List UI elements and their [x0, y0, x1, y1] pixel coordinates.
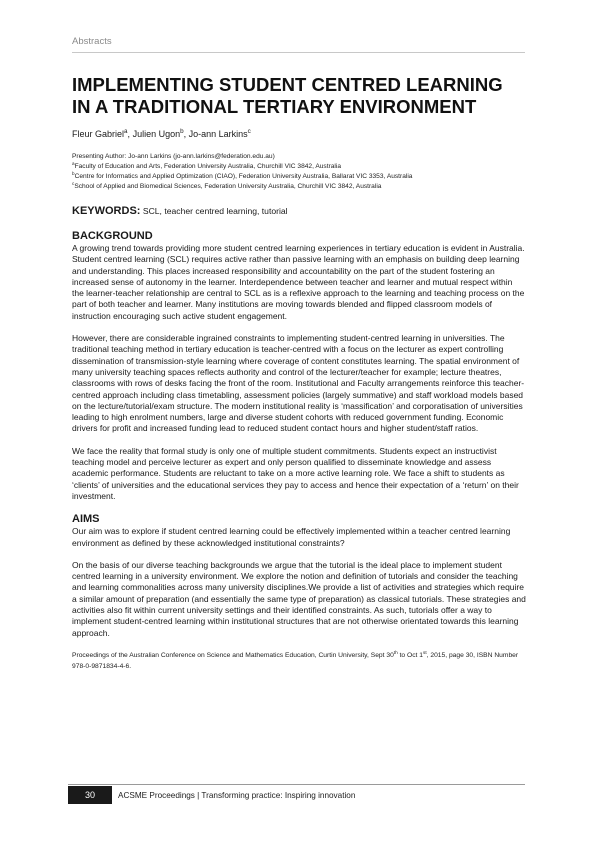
author-name: Jo-ann Larkins: [188, 129, 248, 139]
ordinal-suffix: th: [393, 649, 398, 655]
author-name: Julien Ugon: [132, 129, 181, 139]
affiliation-mark: a: [124, 128, 128, 135]
abstract-body: [72, 74, 526, 672]
proceedings-note: [72, 650, 526, 672]
ordinal-suffix: st: [423, 649, 427, 655]
keywords-label: KEYWORDS:: [72, 205, 141, 217]
page-number: 30: [68, 786, 112, 804]
affiliation-mark: c: [247, 128, 251, 135]
aims-paragraph-1: Our aim was to explore if student centred learning could be effectively implemented within a teacher centred learning environment as defined by these acknowledged institutional constraints?: [72, 526, 511, 548]
background-paragraph-1: A growing trend towards providing more student centred learning experiences in tertiary education is evident in Australia. Student centred learning (SCL) requires active rather than passive learning with an emphasis on building deep learning and understanding. This places increased responsibility and accountability on the part of the student fostering an increased sense of autonomy in the learner. Interdependence between teacher and learner and mutual respect within the learner-teacher relationship are central to SCL as is a reflexive approach to the learning and teaching process on the part of both teacher and learner. Many institutions are moving towards blended and flipped classroom models of instruction encouraging such active student engagement.: [72, 243, 525, 321]
affiliation-text: School of Applied and Biomedical Sciences, Federation University Australia, Churchill VIC 3842, Australia: [74, 183, 382, 190]
footer-divider: [68, 784, 525, 785]
affiliation-line: [72, 182, 526, 192]
affiliation-line: [72, 172, 526, 182]
section-heading-aims: AIMS: [72, 513, 100, 526]
affiliation-text: Faculty of Education and Arts, Federation University Australia, Churchill VIC 3842, Australia: [74, 163, 342, 170]
presenting-author: Presenting Author: Jo-ann Larkins (jo-ann.larkins@federation.edu.au): [72, 153, 275, 160]
affiliation-mark: c: [72, 180, 75, 186]
affiliation-text: Centre for Informatics and Applied Optimization (CIAO), Federation University Australia, Ballarat VIC 3353, Australia: [74, 173, 413, 180]
section-heading-background: BACKGROUND: [72, 230, 153, 242]
paper-title: IMPLEMENTING STUDENT CENTRED LEARNING IN A TRADITIONAL TERTIARY ENVIRONMENT: [72, 74, 503, 117]
header-divider: [72, 52, 525, 53]
affiliation-mark: b: [72, 170, 75, 176]
author-separator: ,: [127, 129, 133, 139]
section-label: Abstracts: [72, 36, 112, 47]
author-name: Fleur Gabriel: [72, 129, 125, 139]
aims-paragraph-2: On the basis of our diverse teaching backgrounds we argue that the tutorial is the ideal place to implement student centred learning in a university environment. We explore the notion and definition of tutorials and consider the teaching and learning commonalities across many university disciplines.We provide a list of activities and strategies which require a similar amount of preparation (and essentially the same type of preparation) as classical tutorials. These strategies and activities also fit within current university settings and their identified constraints. As such, tutorials offer a way to implement student-centred learning within institutional structures that are not otherwise orientated towards this learning approach.: [72, 559, 526, 638]
keywords-value: SCL, teacher centred learning, tutorial: [142, 206, 288, 216]
affiliation-mark: a: [72, 160, 75, 166]
background-paragraph-3: We face the reality that formal study is only one of multiple student commitments. Students expect an instructivist teaching model and perceive lecturer as expert and only person qualified to disseminate knowledge and assess academic performance. Students are reluctant to take on a more active learning role. We face a shift to students as ‘clients’ of universities and the educational services they pay to access and hence their expectation of a ‘return’ on their investment.: [72, 445, 519, 501]
author-list: [72, 129, 526, 139]
proceedings-text: Proceedings of the Australian Conference on Science and Mathematics Education, Curtin University, Sept 30: [72, 651, 394, 659]
proceedings-text: , 2015, page 30, ISBN Number 978-0-9871834-4-6.: [72, 651, 519, 670]
proceedings-text: to Oct 1: [397, 651, 423, 659]
author-separator: ,: [183, 129, 189, 139]
footer-text: ACSME Proceedings | Transforming practice: Inspiring innovation: [118, 791, 356, 800]
affiliation-mark: b: [180, 128, 184, 135]
background-paragraph-2: However, there are considerable ingrained constraints to implementing student-centred learning in universities. The traditional teaching method in tertiary education is teacher-centred with a focus on the lecturer as expert controlling dissemination of transmission-style learning where coverage of content constitutes learning. The spatial environment of many university teaching spaces reflects authority and control of the lecturer/teacher for example; lecture theatres, classrooms with rows of desks facing the front of the room. Institutional and Faculty arrangements reinforce this teacher-centred approach including class timetabling, assessment policies (largely summative) and staff workload models based on the lecture/tutorial/exam structure. The modern institutional reality is ‘massification’ and corporatisation of universities leading to high enrolment numbers, large and diverse student cohorts with reduced government funding. Economic drivers for profit and increased funding lead to reduced student contact hours and higher student/staff ratios.: [72, 333, 525, 434]
affiliation-line: [72, 162, 526, 172]
keywords-line: [72, 205, 526, 217]
